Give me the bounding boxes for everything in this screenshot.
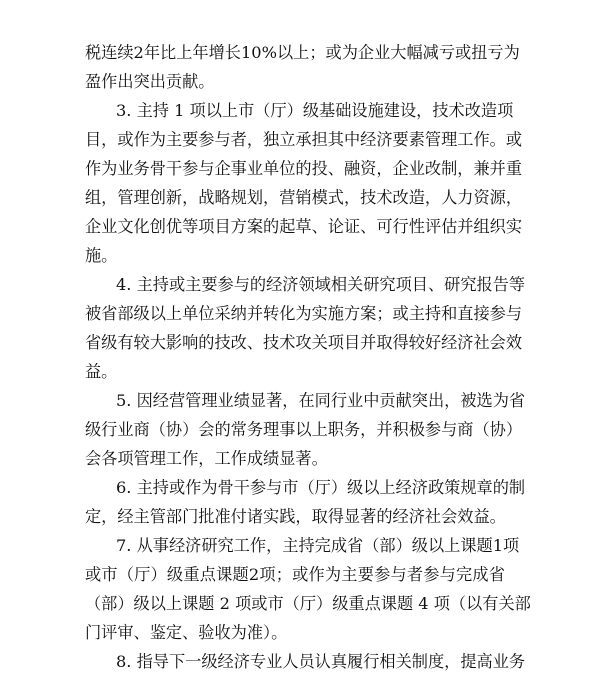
text-line: 级行业商（协）会的常务理事以上职务，并积极参与商（协）	[85, 420, 523, 439]
text-line: 作为业务骨干参与企事业单位的投、融资，企业改制，兼并重	[85, 159, 523, 178]
paragraph-first-line: 5. 因经营管理业绩显著，在同行业中贡献突出，被选为省	[116, 391, 526, 410]
text-line: 税连续2年比上年增长10%以上；或为企业大幅减亏或扭亏为	[85, 43, 520, 62]
text-line: 会各项管理工作，工作成绩显著。	[85, 449, 328, 468]
text-line: 企业文化创优等项目方案的起草、论证、可行性评估并组织实	[85, 217, 523, 236]
paragraph-first-line: 6. 主持或作为骨干参与市（厅）级以上经济政策规章的制	[116, 478, 526, 497]
text-line: 组，管理创新，战略规划，营销模式，技术改造，人力资源，	[85, 188, 523, 207]
text-line: 盈作出突出贡献。	[85, 72, 215, 91]
text-line: （部）级以上课题 2 项或市（厅）级重点课题 4 项（以有关部	[85, 594, 531, 613]
paragraph-first-line: 8. 指导下一级经济专业人员认真履行相关制度，提高业务	[116, 652, 526, 671]
text-line: 或市（厅）级重点课题2项；或作为主要参与者参与完成省	[85, 565, 505, 584]
text-line: 益。	[85, 362, 118, 381]
paragraph-first-line: 4. 主持或主要参与的经济领域相关研究项目、研究报告等	[116, 275, 526, 294]
text-line: 门评审、鉴定、验收为准）。	[85, 623, 288, 642]
text-line: 被省部级以上单位采纳并转化为实施方案；或主持和直接参与	[85, 304, 523, 323]
text-line: 施。	[85, 246, 118, 265]
text-line: 定，经主管部门批准付诸实践，取得显著的经济社会效益。	[85, 507, 506, 526]
paragraph-first-line: 7. 从事经济研究工作，主持完成省（部）级以上课题1项	[116, 536, 520, 555]
paragraph-first-line: 3. 主持 1 项以上市（厅）级基础设施建设，技术改造项	[116, 101, 514, 120]
text-line: 目，或作为主要参与者，独立承担其中经济要素管理工作。或	[85, 130, 523, 149]
text-line: 省级有较大影响的技改、技术攻关项目并取得较好经济社会效	[85, 333, 523, 352]
